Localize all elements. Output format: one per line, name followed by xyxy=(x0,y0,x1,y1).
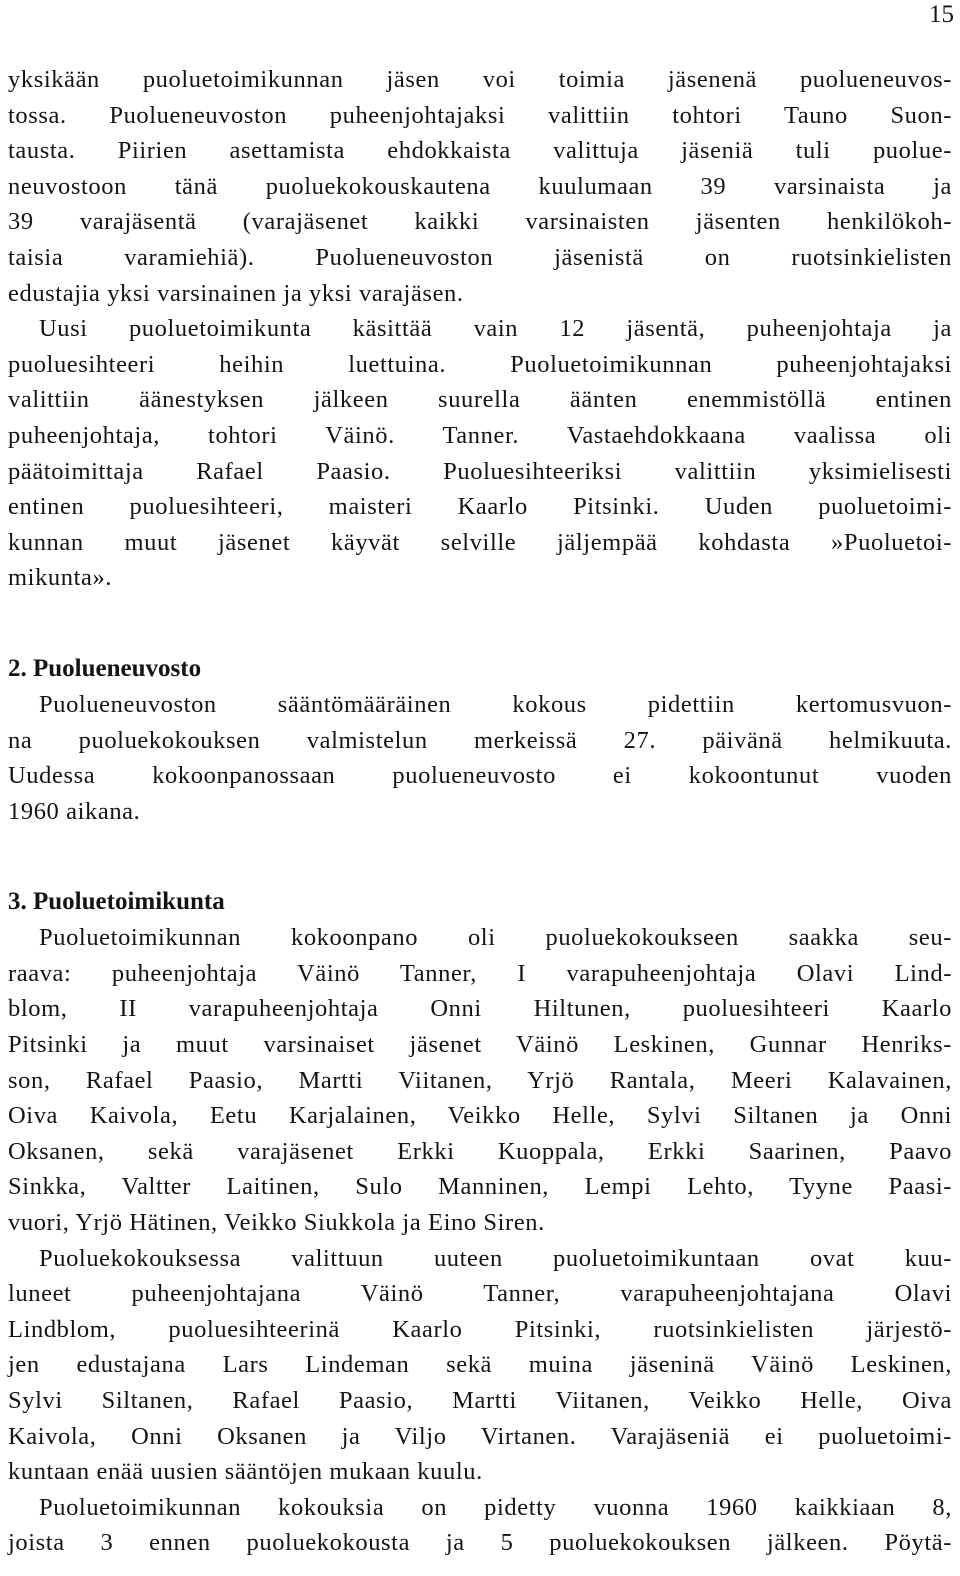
text-line: Puoluetoimikunnan kokouksia on pidetty vuonna 1960 kaikkiaan 8, xyxy=(39,1493,952,1521)
section-2 xyxy=(8,651,952,829)
text-line: Uusi puoluetoimikunta käsittää vain 12 jäsentä, puheenjohtaja ja xyxy=(39,315,952,343)
text-line: entinen puoluesihteeri, maisteri Kaarlo Pitsinki. Uuden puoluetoimi- xyxy=(8,493,952,521)
text-line: Lindblom, puoluesihteerinä Kaarlo Pitsinki, ruotsinkielisten järjestö- xyxy=(8,1315,952,1343)
text-line: Kaivola, Onni Oksanen ja Viljo Virtanen. Varajäseniä ei puoluetoimi- xyxy=(8,1422,952,1450)
text-line: Puoluetoimikunnan kokoonpano oli puoluekokoukseen saakka seu- xyxy=(39,924,952,952)
text-line: edustajia yksi varsinainen ja yksi varajäsen. xyxy=(8,279,464,307)
text-line: kunnan muut jäsenet käyvät selville jäljempää kohdasta »Puoluetoi- xyxy=(8,528,952,556)
section-number: 3. xyxy=(8,888,27,916)
text-line: yksikään puoluetoimikunnan jäsen voi toimia jäsenenä puolueneuvos- xyxy=(8,66,952,93)
text-line: son, Rafael Paasio, Martti Viitanen, Yrjö Rantala, Meeri Kalavainen, xyxy=(8,1066,952,1094)
text-line: 39 varajäsentä (varajäsenet kaikki varsinaisten jäsenten henkilökoh- xyxy=(8,208,952,236)
text-line: 1960 aikana. xyxy=(8,797,141,825)
section-number: 2. xyxy=(8,654,27,682)
section-3 xyxy=(8,884,952,1561)
paragraph-composition xyxy=(8,920,952,1240)
section-heading xyxy=(8,651,952,687)
text-line: valittiin äänestyksen jälkeen suurella äänten enemmistöllä entinen xyxy=(8,386,952,414)
section-title: Puolueneuvosto xyxy=(33,654,202,682)
text-line: Puolueneuvoston sääntömääräinen kokous pidettiin kertomusvuon- xyxy=(39,690,952,718)
text-line: Sinkka, Valtter Laitinen, Sulo Manninen, Lempi Lehto, Tyyne Paasi- xyxy=(8,1173,952,1201)
text-line: raava: puheenjohtaja Väinö Tanner, I varapuheenjohtaja Olavi Lind- xyxy=(8,959,952,987)
section-heading xyxy=(8,884,952,920)
paragraph-meetings xyxy=(8,1490,952,1561)
text-line: joista 3 ennen puoluekokousta ja 5 puoluekokouksen jälkeen. Pöytä- xyxy=(8,1529,952,1557)
text-line: na puoluekokouksen valmistelun merkeissä 27. päivänä helmikuuta. xyxy=(8,726,952,754)
text-line: taisia varamiehiä). Puolueneuvoston jäsenistä on ruotsinkielisten xyxy=(8,243,952,271)
intro-paragraph xyxy=(8,62,952,311)
text-line: Oiva Kaivola, Eetu Karjalainen, Veikko Helle, Sylvi Siltanen ja Onni xyxy=(8,1102,952,1130)
text-line: neuvostoon tänä puoluekokouskautena kuulumaan 39 varsinaista ja xyxy=(8,172,952,200)
page-number: 15 xyxy=(929,1,954,28)
text-line: tausta. Piirien asettamista ehdokkaista valittuja jäseniä tuli puolue- xyxy=(8,137,952,165)
text-line: blom, II varapuheenjohtaja Onni Hiltunen, puoluesihteeri Kaarlo xyxy=(8,995,952,1023)
page-body xyxy=(8,62,952,1561)
text-line: kuntaan enää uusien sääntöjen mukaan kuulu. xyxy=(8,1458,483,1486)
text-line: Puoluekokouksessa valittuun uuteen puoluetoimikuntaan ovat kuu- xyxy=(39,1244,952,1272)
text-line: jen edustajana Lars Lindeman sekä muina jäseninä Väinö Leskinen, xyxy=(8,1351,952,1379)
text-line: vuori, Yrjö Hätinen, Veikko Siukkola ja Eino Siren. xyxy=(8,1209,545,1237)
paragraph-new-committee xyxy=(8,311,952,596)
text-line: Oksanen, sekä varajäsenet Erkki Kuoppala, Erkki Saarinen, Paavo xyxy=(8,1137,952,1165)
paragraph-new-members xyxy=(8,1241,952,1490)
text-line: mikunta». xyxy=(8,564,113,592)
text-line: Pitsinki ja muut varsinaiset jäsenet Väinö Leskinen, Gunnar Henriks- xyxy=(8,1031,952,1059)
text-line: Sylvi Siltanen, Rafael Paasio, Martti Viitanen, Veikko Helle, Oiva xyxy=(8,1387,952,1414)
text-line: Uudessa kokoonpanossaan puolueneuvosto ei kokoontunut vuoden xyxy=(8,762,952,790)
text-line: tossa. Puolueneuvoston puheenjohtajaksi valittiin tohtori Tauno Suon- xyxy=(8,101,952,129)
section-title: Puoluetoimikunta xyxy=(33,888,225,916)
text-line: puheenjohtaja, tohtori Väinö. Tanner. Vastaehdokkaana vaalissa oli xyxy=(8,421,952,449)
text-line: luneet puheenjohtajana Väinö Tanner, varapuheenjohtajana Olavi xyxy=(8,1280,952,1308)
text-line: puoluesihteeri heihin luettuina. Puoluetoimikunnan puheenjohtajaksi xyxy=(8,350,952,378)
text-line: päätoimittaja Rafael Paasio. Puoluesihteeriksi valittiin yksimielisesti xyxy=(8,457,952,485)
